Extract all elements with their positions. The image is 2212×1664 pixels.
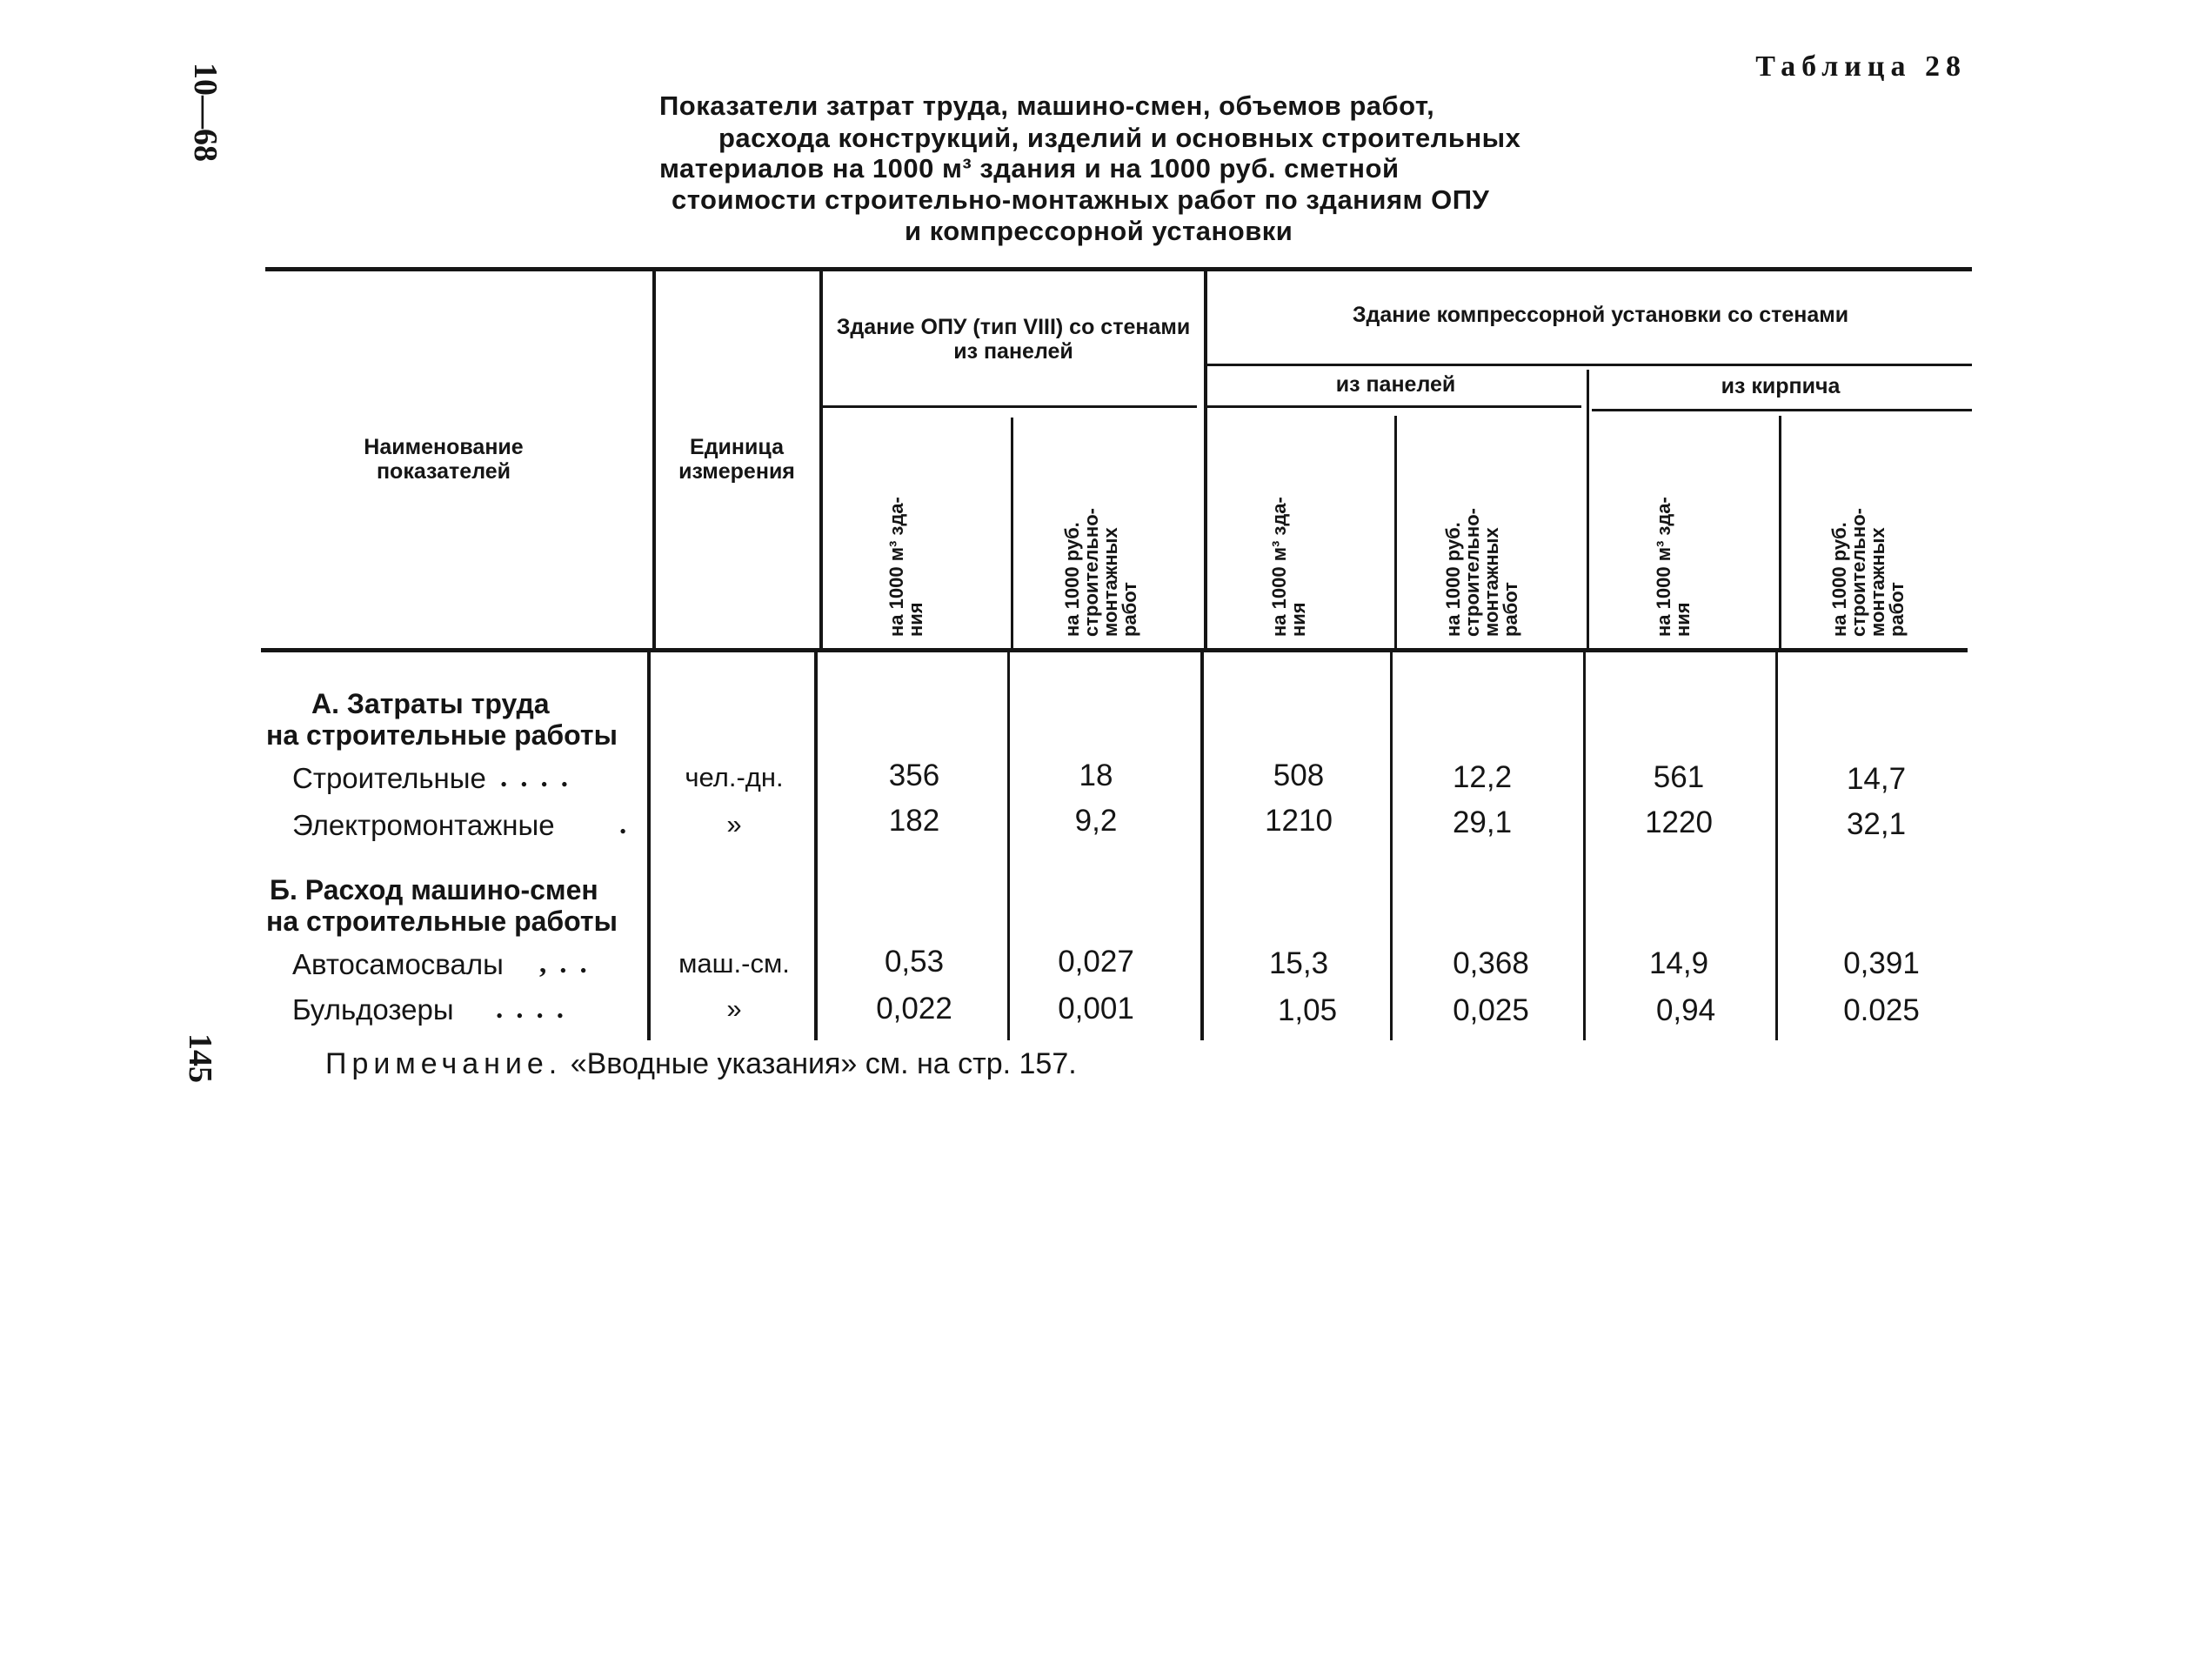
unit-cell: » [726, 809, 742, 839]
column-divider [1007, 652, 1010, 1040]
value-cell: 14,9 [1648, 946, 1709, 980]
column-divider [1779, 416, 1781, 648]
value-cell: 0,027 [1058, 945, 1134, 979]
value-cell: 1,05 [1277, 993, 1338, 1027]
note-label: Примечание. [325, 1047, 563, 1080]
row-label: Строительные [292, 762, 486, 794]
value-cell: 0,368 [1453, 946, 1529, 980]
value-cell: 1210 [1265, 804, 1333, 838]
value-cell: 18 [1079, 758, 1113, 792]
subgroup-rule [1207, 405, 1581, 408]
column-divider [819, 271, 823, 648]
header-name-column: Наименование показателей [364, 435, 524, 484]
subgroup-rule [821, 405, 1197, 408]
title-line: расхода конструкций, изделий и основных строительных [718, 123, 1521, 153]
leader-dots: .... [500, 762, 581, 793]
title-line: и компрессорной установки [905, 216, 1293, 246]
unit-cell: чел.-дн. [685, 762, 784, 792]
column-divider [1200, 652, 1204, 1040]
top-rule [265, 267, 1972, 271]
value-cell: 12,2 [1452, 760, 1513, 794]
value-cell: 14,7 [1846, 762, 1907, 796]
column-divider [1583, 652, 1586, 1040]
table-note [325, 1047, 1077, 1081]
section-title: на строительные работы [266, 906, 618, 937]
unit-cell: » [726, 993, 742, 1024]
header-per-1000-rub: на 1000 руб. строительно- монтажных работ [1828, 508, 1908, 637]
header-group-opu: Здание ОПУ (тип VIII) со стенами из панелей [836, 315, 1191, 364]
note-text: «Вводные указания» см. на стр. 157. [570, 1047, 1077, 1080]
value-cell: 0,94 [1655, 993, 1716, 1027]
header-bottom-rule [261, 648, 1968, 652]
value-cell: 0,53 [884, 945, 945, 979]
column-divider [1011, 418, 1013, 648]
header-per-1000-m3: на 1000 м³ зда- ния [1268, 497, 1309, 637]
title-line: материалов на 1000 м³ здания и на 1000 руб. сметной [659, 153, 1400, 184]
header-per-1000-rub: на 1000 руб. строительно- монтажных работ [1442, 508, 1521, 637]
column-divider [1775, 652, 1778, 1040]
document-code: 10—68 [187, 63, 224, 162]
header-unit-column: Единица измерения [678, 435, 795, 484]
header-sub-panels: из панелей [1335, 372, 1456, 397]
table-number: Таблица 28 [1755, 50, 1967, 83]
value-cell: 508 [1273, 758, 1325, 792]
value-cell: 561 [1653, 760, 1705, 794]
section-title: Б. Расход машино-смен [270, 874, 598, 906]
value-cell: 32,1 [1846, 807, 1907, 841]
column-divider [1390, 652, 1393, 1040]
row-label: Электромонтажные [292, 809, 555, 841]
value-cell: 0,025 [1453, 993, 1529, 1027]
section-title: на строительные работы [266, 719, 618, 751]
row-label: Бульдозеры [292, 993, 454, 1026]
value-cell: 0,022 [876, 992, 952, 1026]
title-line: Показатели затрат труда, машино-смен, объемов работ, [659, 90, 1435, 121]
leader-dots: ,.. [539, 948, 600, 979]
column-divider [1394, 416, 1397, 648]
subgroup-rule [1592, 409, 1972, 411]
page-number: 145 [182, 1033, 218, 1083]
value-cell: 15,3 [1268, 946, 1329, 980]
value-cell: 0,001 [1058, 992, 1134, 1026]
column-divider [814, 652, 818, 1040]
value-cell: 0,391 [1843, 946, 1920, 980]
value-cell: 1220 [1645, 805, 1713, 839]
leader-dots: .... [496, 993, 577, 1025]
header-per-1000-m3: на 1000 м³ зда- ния [885, 497, 926, 637]
header-per-1000-m3: на 1000 м³ зда- ния [1653, 497, 1694, 637]
row-label: Автосамосвалы [292, 948, 504, 980]
value-cell: 29,1 [1452, 805, 1513, 839]
header-sub-brick: из кирпича [1721, 374, 1841, 398]
group-rule [1207, 364, 1972, 366]
column-divider [1587, 370, 1589, 648]
value-cell: 356 [888, 758, 940, 792]
unit-cell: маш.-см. [678, 948, 790, 979]
header-group-compressor: Здание компрессорной установки со стенами [1352, 303, 1849, 327]
value-cell: 0.025 [1843, 993, 1920, 1027]
header-per-1000-rub: на 1000 руб. строительно- монтажных работ [1061, 508, 1140, 637]
value-cell: 182 [888, 804, 940, 838]
value-cell: 9,2 [1074, 804, 1118, 838]
column-divider [652, 271, 656, 648]
title-line: стоимости строительно-монтажных работ по зданиям ОПУ [672, 184, 1490, 215]
column-divider [647, 652, 651, 1040]
leader-dots: . [619, 809, 640, 840]
section-title: А. Затраты труда [311, 688, 550, 719]
column-divider [1204, 271, 1207, 648]
